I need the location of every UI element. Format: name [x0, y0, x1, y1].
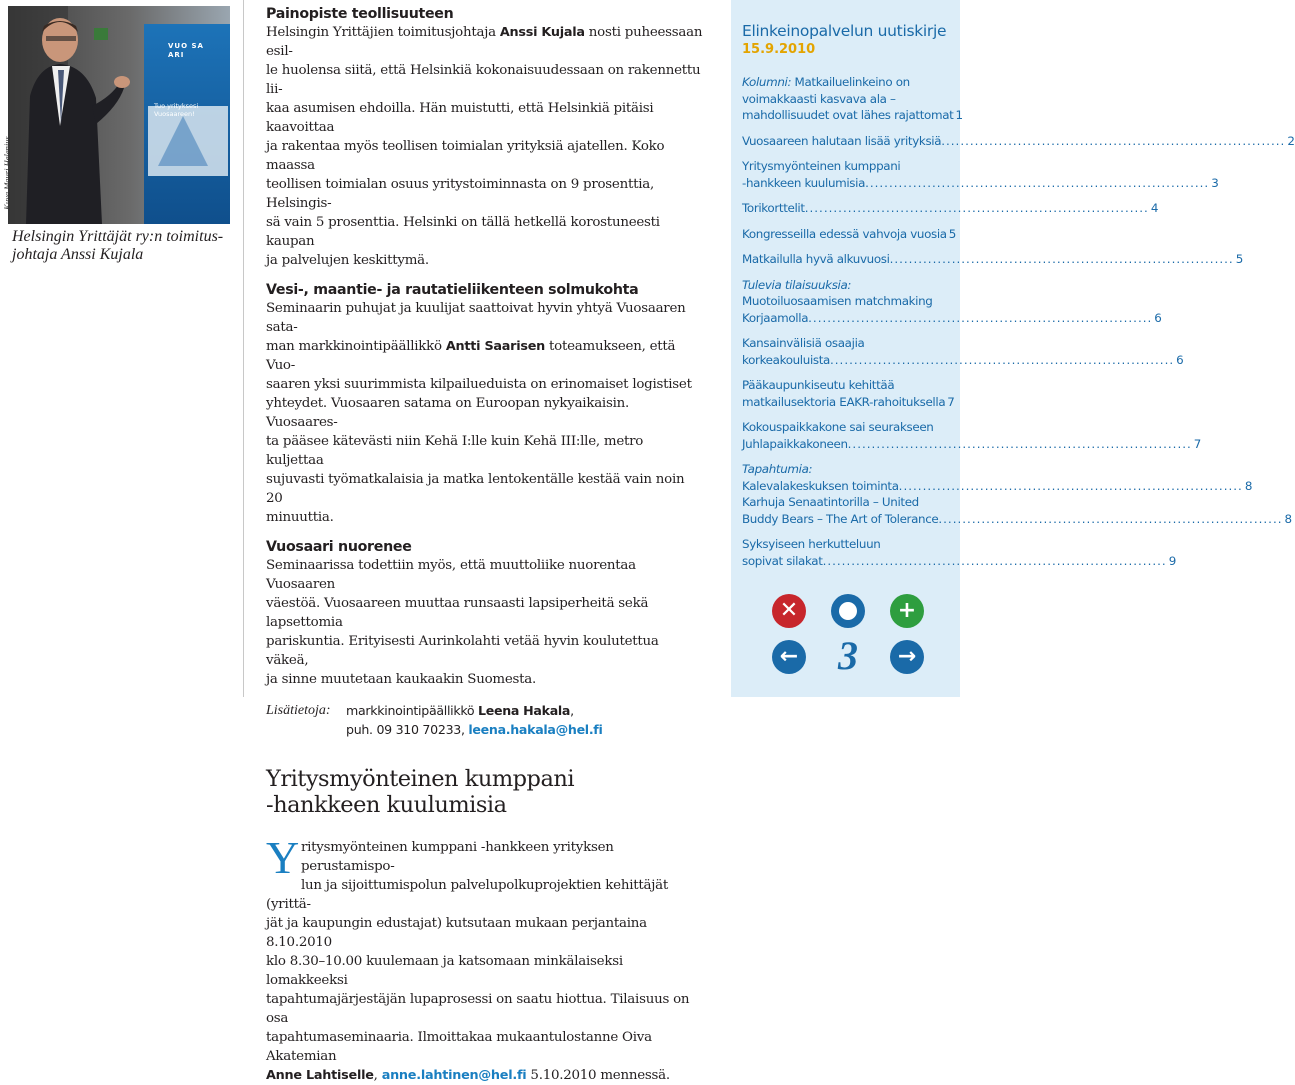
banner-logo: VUO SA ARI — [168, 42, 204, 59]
toc-item[interactable] — [742, 158, 1219, 191]
heading-painopiste: Painopiste teollisuuteen — [266, 6, 454, 22]
toc-item-line: Syksyiseen herkutteluun — [742, 537, 881, 551]
toc-item-title: sopivat silakat — [742, 553, 823, 568]
toc-item-title: matkailusektoria EAKR-rahoituksella — [742, 394, 946, 409]
toc-item[interactable] — [742, 133, 1295, 150]
next-page-button[interactable] — [890, 640, 924, 674]
toc-item[interactable] — [742, 536, 1176, 569]
toc-item-line: Kansainvälisiä osaajia — [742, 336, 865, 350]
toc-page-number: 6 — [1154, 310, 1162, 325]
toc-item[interactable] — [742, 277, 1162, 327]
toc-page-number: 1 — [955, 108, 963, 122]
toc-item-title: Juhlapaikkakoneen — [742, 436, 848, 451]
contact-info: Lisätietoja: markkinointipäällikkö Leena Hakala, puh. 09 310 70233, leena.hakala@hel.fi — [266, 703, 603, 737]
table-of-contents — [742, 74, 1295, 578]
toc-item-title: Kongresseilla edessä vahvoja vuosia — [742, 226, 947, 241]
contact-name: Leena Hakala — [478, 703, 571, 718]
toc-page-number: 5 — [1235, 252, 1243, 266]
toc-page-number: 8 — [1284, 511, 1292, 526]
toc-item[interactable] — [742, 74, 963, 124]
speaker-photo — [8, 6, 230, 224]
anne-name: Anne Lahtiselle — [266, 1068, 374, 1083]
circle-icon — [831, 594, 865, 628]
toc-item[interactable] — [742, 461, 1253, 494]
paragraph-1: Helsingin Yrittäjien toimitusjohtaja Anssi Kujala nosti puheessaan esil- le huolensa siitä, että Helsinkiä kokonaisuudessaan on rakennettu lii- kaa asumisen ehdoilla. Hän muistutti, että Helsinkiä pitäisi kaavoittaa ja rakentaa myös teollisen toimialan yrityksiä ajatellen. Koko maassa teollisen toimialan osuus yritystoiminnasta on 9 prosenttia, Helsingis- sä vain 5 prosenttia. Helsinki on tällä hetkellä korostuneesti kaupan ja palvelujen keskittymä. — [266, 25, 703, 268]
anne-email-link[interactable]: anne.lahtinen@hel.fi — [381, 1068, 527, 1083]
toc-leader-dots — [830, 352, 1174, 369]
toc-leader-dots — [808, 310, 1152, 327]
toc-section-label: Tulevia tilaisuuksia: — [742, 277, 852, 292]
toc-item-line: Kokouspaikkakone sai seurakseen — [742, 420, 934, 434]
toc-page-number: 7 — [1193, 436, 1202, 451]
toc-item-title: Torikorttelit — [742, 201, 805, 215]
toc-page-number: 7 — [947, 394, 955, 409]
close-icon: ✕ — [779, 598, 799, 623]
contact-email-link[interactable]: leena.hakala@hel.fi — [468, 722, 603, 737]
toc-item-title: Matkailulla hyvä alkuvuosi — [742, 252, 890, 266]
toc-page-number: 8 — [1244, 478, 1253, 493]
close-button[interactable] — [772, 594, 806, 628]
contact-label: Lisätietoja: — [266, 703, 331, 718]
toc-leader-dots — [805, 200, 1149, 217]
toc-page-number: 6 — [1176, 352, 1184, 367]
photo-credit: Kuva Mauri Helenius — [2, 136, 12, 210]
toc-item-title: Karhuja Senaatintorilla – United — [742, 495, 919, 509]
toc-item[interactable] — [742, 494, 954, 511]
toc-item-title: Vuosaareen halutaan lisää yrityksiä — [742, 133, 942, 148]
toc-item[interactable] — [742, 335, 1184, 368]
toc-leader-dots — [890, 251, 1234, 268]
toc-item-line: Kolumni: Matkailuelinkeino on — [742, 75, 910, 89]
toc-item-title: mahdollisuudet ovat lähes rajattomat — [742, 108, 954, 122]
toc-item[interactable] — [742, 200, 1159, 217]
paragraph-3: Seminaarissa todettiin myös, että muuttoliike nuorentaa Vuosaaren väestöä. Vuosaareen muuttaa runsaasti lapsiperheitä sekä lapsettomia pariskuntia. Erityisesti Aurinkolahti vetää hyvin koulutettua väkeä, ja sinne muutetaan kaukaakin Suomesta. — [266, 558, 659, 687]
photo-caption: Helsingin Yrittäjät ry:n toimitus- johtaja Anssi Kujala — [12, 228, 224, 263]
toc-page-number: 5 — [948, 226, 956, 241]
dropcap: Y — [266, 832, 299, 883]
toc-item-line: voimakkaasti kasvava ala – — [742, 91, 896, 106]
main-column — [266, 6, 704, 1085]
plus-icon: + — [897, 598, 917, 623]
toc-item-line: Pääkaupunkiseutu kehittää — [742, 378, 895, 392]
toc-item-line: Yritysmyönteinen kumppani — [742, 159, 901, 173]
article2-title: Yritysmyönteinen kumppani -hankkeen kuulumisia — [266, 766, 575, 818]
toc-leader-dots — [848, 436, 1192, 453]
toc-item-line: Muotoiluosaamisen matchmaking — [742, 294, 933, 308]
toc-item[interactable] — [742, 511, 1292, 528]
toc-leader-dots — [823, 553, 1167, 570]
toc-item[interactable] — [742, 419, 1202, 452]
toc-leader-dots — [938, 511, 1282, 528]
article2-body: Y ritysmyönteinen kumppani -hankkeen yrityksen perustamispo- lun ja sijoittumispolun palvelupolkuprojektien kehittäjät (yrittä- jät ja kaupungin edustajat) kutsutaan mukaan perjantaina 8.10.2010 klo 8.30–10.00 kuulemaan ja katsomaan minkälaiseksi lomakkeeksi tapahtumajärjestäjän lupaprosessi on saatu hiottua. Tilaisuus on osa tapahtumaseminaaria. Ilmoittakaa mukaantulostanne Oiva Akatemian Anne Lahtiselle, anne.lahtinen@hel.fi 5.10.2010 mennessä. — [266, 832, 690, 1083]
add-button[interactable] — [890, 594, 924, 628]
toc-page-number: 9 — [1168, 553, 1176, 568]
toc-item[interactable] — [742, 251, 1243, 268]
toc-page-number: 4 — [1150, 201, 1159, 215]
column-divider — [243, 0, 244, 697]
toc-leader-dots — [941, 133, 1285, 150]
toc-item-title: Kalevalakeskuksen toiminta — [742, 478, 899, 493]
newsletter-sidebar — [731, 0, 1295, 697]
banner-text: Tuo yrityksesi Vuosaareen! — [154, 102, 199, 118]
toc-section-label: Tapahtumia: — [742, 462, 813, 476]
toc-item-title: Buddy Bears – The Art of Tolerance — [742, 511, 939, 526]
toc-item[interactable] — [742, 226, 954, 243]
arrow-right-icon: → — [897, 644, 917, 669]
heading-solmukohta: Vesi-, maantie- ja rautatieliikenteen solmukohta — [266, 282, 639, 298]
toc-item[interactable] — [742, 377, 954, 410]
toc-leader-dots — [865, 175, 1209, 192]
toc-item-title: Korjaamolla — [742, 310, 809, 325]
toc-item-title: -hankkeen kuulumisia — [742, 175, 866, 190]
arrow-left-icon: ← — [779, 644, 799, 669]
paragraph-2: Seminaarin puhujat ja kuulijat saattoivat hyvin yhtyä Vuosaaren sata- man markkinointipäällikkö Antti Saarisen toteamukseen, että Vuo- saaren yksi suurimmista kilpailueduista on erinomaiset logistiset yhteydet. Vuosaaren satama on Euroopan nykyaikaisin. Vuosaares- ta pääsee kätevästi niin Kehä I:lle kuin Kehä III:lle, metro kuljettaa sujuvasti työmatkalaisia ja matka lentokentälle kestää vain noin 20 minuuttia. — [266, 301, 692, 525]
toc-leader-dots — [899, 478, 1243, 495]
previous-page-button[interactable] — [772, 640, 806, 674]
newsletter-title: Elinkeinopalvelun uutiskirje — [742, 22, 947, 40]
newsletter-date: 15.9.2010 — [742, 42, 816, 57]
heading-nuorenee: Vuosaari nuorenee — [266, 539, 412, 555]
toc-page-number: 3 — [1211, 175, 1219, 190]
home-button[interactable] — [831, 594, 865, 628]
page-number: 3 — [838, 633, 858, 678]
toc-page-number: 2 — [1287, 133, 1295, 148]
toc-item-title: korkeakouluista — [742, 352, 830, 367]
